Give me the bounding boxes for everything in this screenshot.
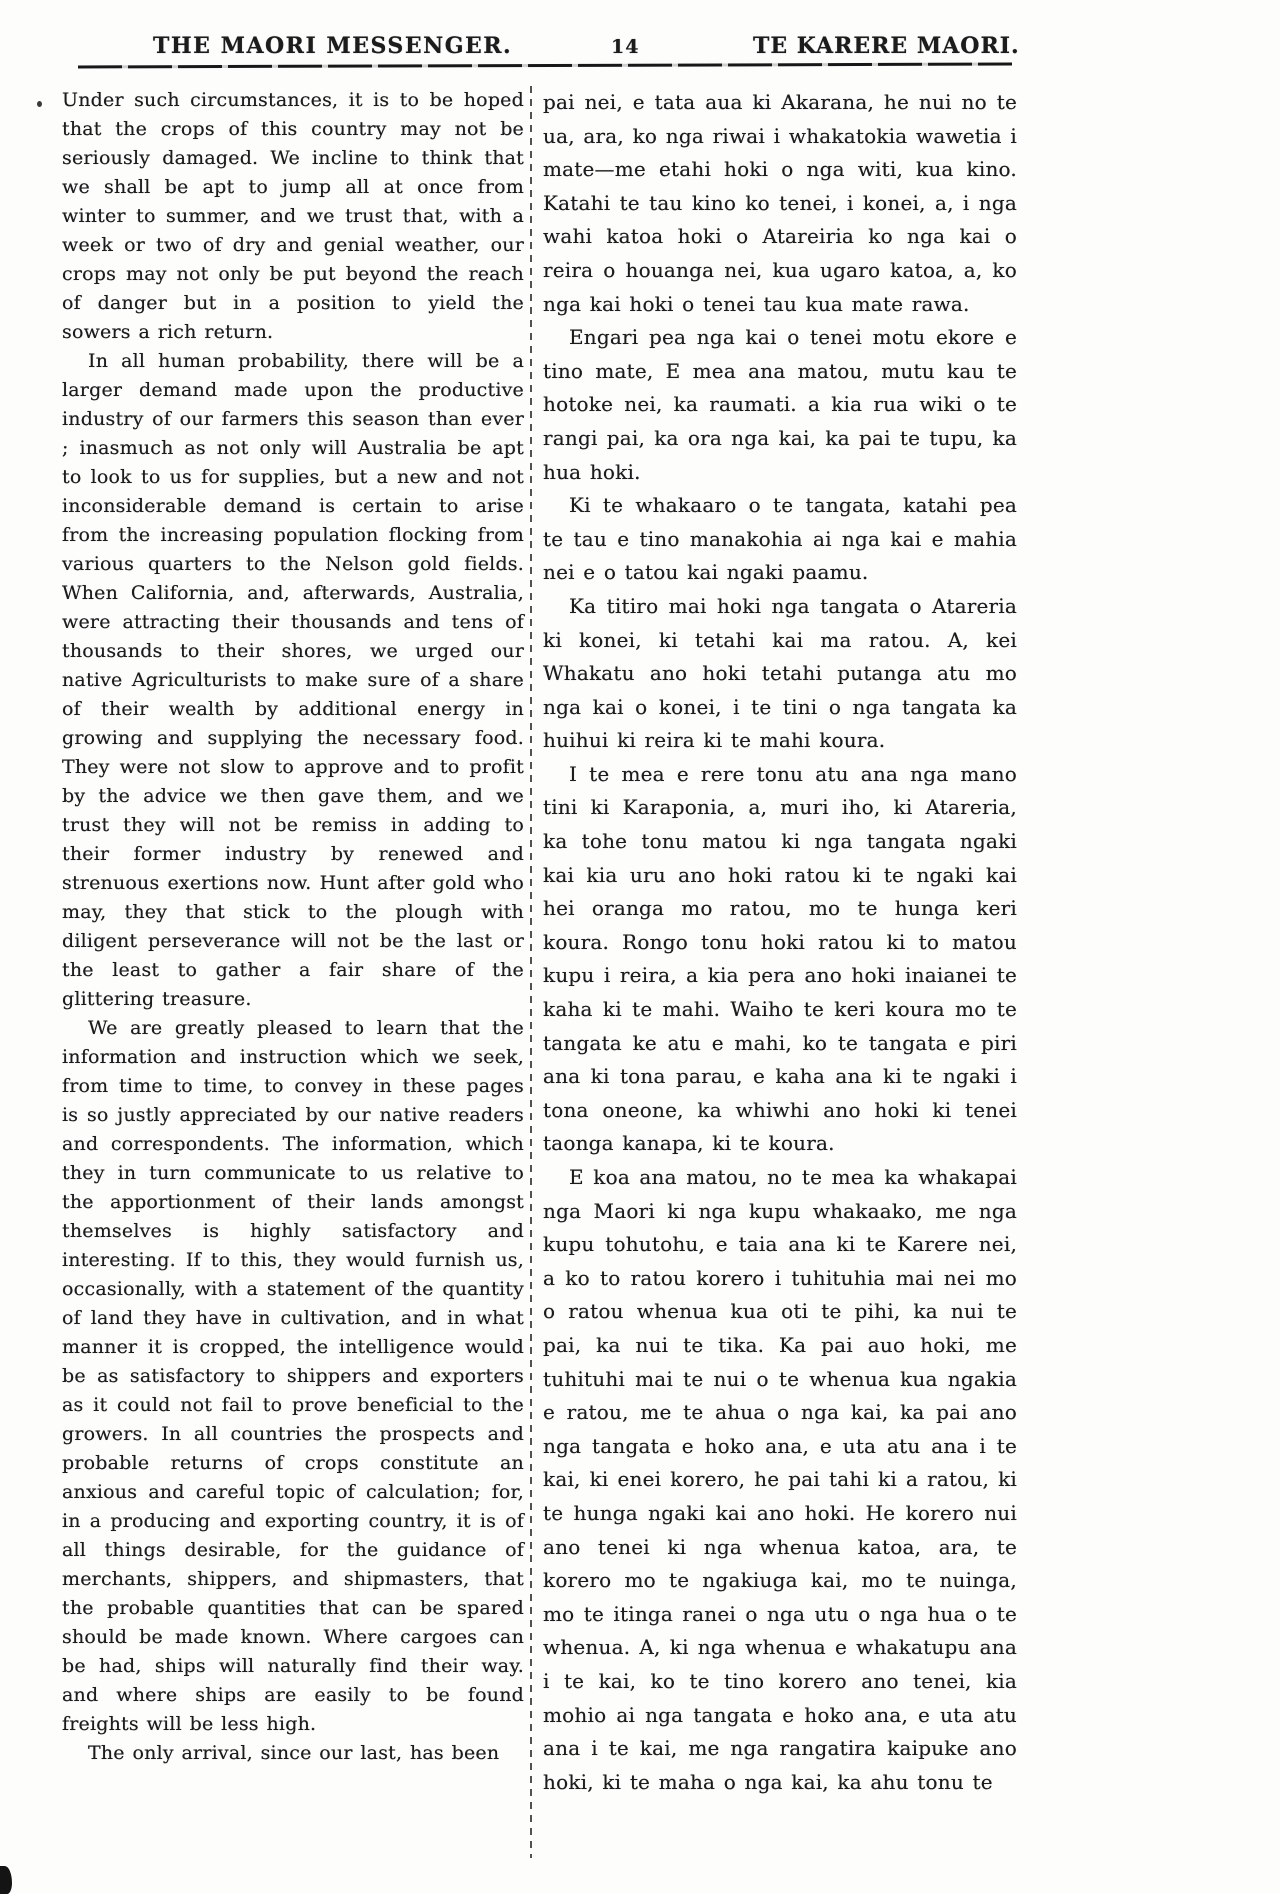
scan-artifact [0, 1866, 12, 1894]
maori-paragraph: Engari pea nga kai o tenei motu ekore e tino mate, E mea ana matou, mutu kau te hotoke nei, ka raumati. a kia rua wiki o te rangi pai, ka ora nga kai, ka pai te tupu, ka hua hoki. [543, 325, 1017, 484]
maori-column [543, 86, 1017, 1799]
article-columns [62, 86, 1017, 1858]
masthead-title-maori: TE KARERE MAORI. [753, 33, 1020, 59]
english-column [62, 86, 524, 1768]
column-divider [530, 86, 532, 1858]
english-paragraph: In all human probability, there will be a larger demand made upon the productive industry of our farmers this season than ever ; inasmuch as not only will Australia be apt to look to us for supplies, but a new and not inconsiderable demand is certain to arise from the increasing population flocking from various quarters to the Nelson gold fields. When California, and, afterwards, Australia, were attracting their thousands and tens of thousands to their shores, we urged our native Agriculturists to make sure of a share of their wealth by additional energy in growing and supplying the necessary food. They were not slow to approve and to profit by the advice we then gave them, and we trust they will not be remiss in adding to their former industry by renewed and strenuous exertions now. Hunt after gold who may, they that stick to the plough with diligent perseverance will not be the last or the least to gather a fair share of the glittering treasure. [62, 350, 524, 1010]
english-paragraph-continuation: Under such circumstances, it is to be hoped that the crops of this country may not be seriously damaged. We incline to think that we shall be apt to jump all at once from winter to summer, and we trust that, with a week or two of dry and genial weather, our crops may not only be put beyond the reach of danger but in a position to yield the sowers a rich return. [62, 89, 524, 343]
english-paragraph: The only arrival, since our last, has been [88, 1742, 500, 1764]
maori-paragraph: I te mea e rere tonu atu ana nga mano tini ki Karaponia, a, muri iho, ki Atareria, ka tohe tonu matou ki nga tangata ngaki kai kia uru ano hoki ratou ki te ngaki kai hei oranga mo ratou, mo te hunga keri koura. Rongo tonu hoki ratou ki to matou kupu i reira, a kia pera ano hoki inaianei te kaha ki te mahi. Waiho te keri koura mo te tangata ke atu e mahi, ko te tangata e piri ana ki tona parau, e kaha ana ki te ngaki i tona oneone, ka whiwhi ano hoki ki tenei taonga kanapa, ki te koura. [543, 761, 1017, 1156]
scan-artifact [37, 101, 42, 107]
masthead-title-english: THE MAORI MESSENGER. [153, 33, 513, 59]
maori-paragraph-continuation: pai nei, e tata aua ki Akarana, he nui no te ua, ara, ko nga riwai i whakatokia wawetia i mate—me etahi hoki o nga witi, kua kino. Katahi te tau kino ko tenei, i konei, a, i nga wahi katoa hoki o Atareiria ko nga kai o reira o houanga nei, kua ugaro katoa, a, ko nga kai hoki o tenei tau kua mate rawa. [543, 90, 1017, 316]
maori-paragraph: E koa ana matou, no te mea ka whakapai nga Maori ki nga kupu whakaako, me nga kupu tohutohu, e taia ana ki te Karere nei, a ko to ratou korero i tuhituhia mai nei mo o ratou whenua kua oti te pihi, ka nui te pai, ka nui te tika. Ka pai auo hoki, me tuhituhi mai te nui o te whenua kua ngakia e ratou, me te ahua o nga kai, ka pai ano nga tangata e hoko ana, e uta atu ana i te kai, ki enei korero, he pai tahi ki a ratou, ki te hunga ngaki kai ano hoki. He korero nui ano tenei ki nga whenua katoa, ara, te korero mo te ngakiuga kai, mo te nuinga, mo te itinga ranei o nga utu o nga hua o te whenua. A, ki nga whenua e whakatupu ana i te kai, ko te tino korero ano tenei, kia mohio ai nga tangata e hoko ana, e uta atu ana i te kai, me nga rangatira kaipuke ano hoki, ki te maha o nga kai, ka ahu tonu te [543, 1165, 1017, 1794]
english-paragraph: We are greatly pleased to learn that the information and instruction which we seek, from time to time, to convey in these pages is so justly appreciated by our native readers and correspondents. The information, which they in turn communicate to us relative to the apportionment of their lands amongst themselves is highly satisfactory and interesting. If to this, they would furnish us, occasionally, with a statement of the quantity of land they have in cultivation, and in what manner it is cropped, the intelligence would be as satisfactory to shippers and exporters as it could not fail to prove beneficial to the growers. In all countries the prospects and probable returns of crops constitute an anxious and careful topic of calculation; for, in a producing and exporting country, it is of all things desirable, for the guidance of merchants, shippers, and shipmasters, that the probable quantities that can be spared should be made known. Where cargoes can be had, ships will naturally find their way. and where ships are easily to be found freights will be less high. [62, 1017, 524, 1735]
maori-paragraph: Ka titiro mai hoki nga tangata o Atareria ki konei, ki tetahi kai ma ratou. A, kei Whakatu ano hoki tetahi putanga atu mo nga kai o konei, i te tini o nga tangata ka huihui ki reira ki te mahi koura. [543, 593, 1017, 753]
maori-paragraph: Ki te whakaaro o te tangata, katahi pea te tau e tino manakohia ai nga kai e mahia nei e o tatou kai ngaki paamu. [543, 493, 1017, 585]
page-number: 14 [611, 36, 640, 58]
